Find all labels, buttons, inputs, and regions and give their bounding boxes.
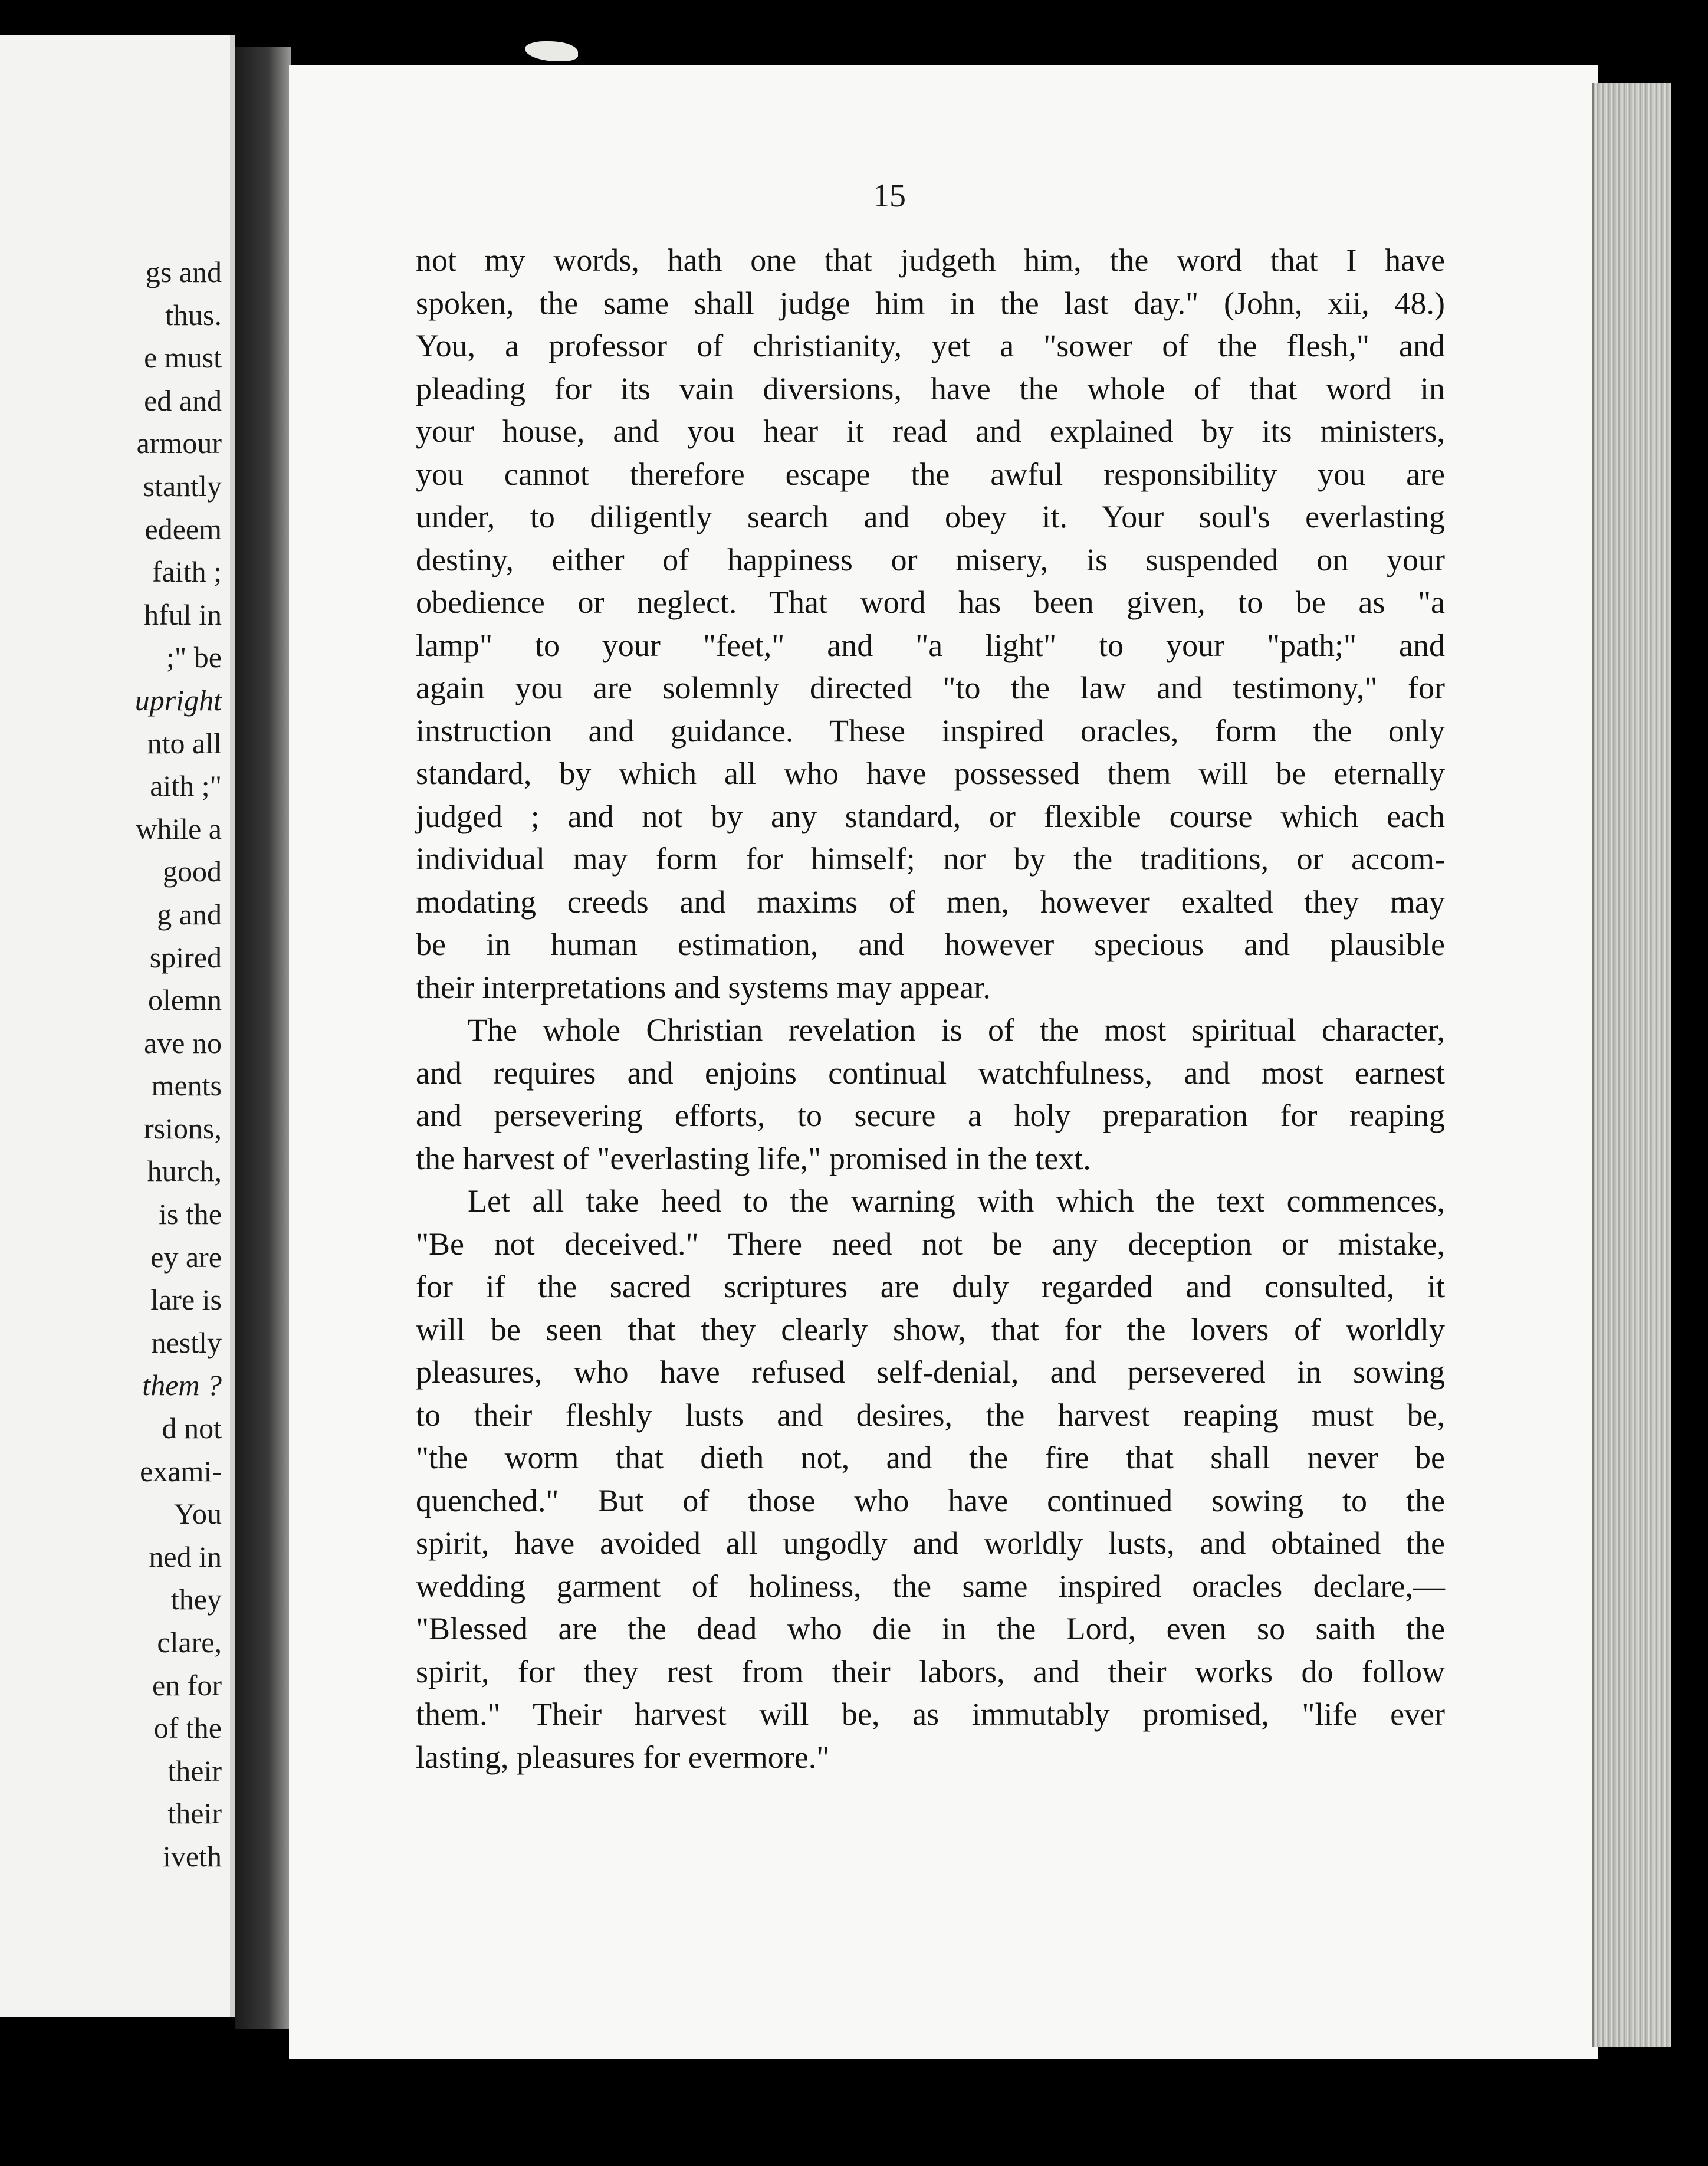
fragment-line: their [167,1797,222,1830]
fragment-line: spired [149,940,222,974]
fragment-line: clare, [157,1626,222,1659]
body-text [416,239,1445,1778]
fragment-line: ;" be [166,641,222,674]
paper-smudge [525,41,578,61]
book-gutter-shadow [235,47,291,2029]
text-line: be in human estimation, and however specious and plausible [416,927,1445,962]
text-line: lasting, pleasures for evermore." [416,1739,830,1775]
fragment-line: edeem [144,512,222,546]
fragment-line: upright [134,683,222,717]
text-line: You, a professor of christianity, yet a "sower of the flesh," and [416,328,1445,363]
text-line: the harvest of "everlasting life," promised in the text. [416,1140,1091,1176]
fragment-line: exami- [140,1454,222,1488]
left-page [0,35,235,2017]
text-line: spirit, have avoided all ungodly and worldly lusts, and obtained the [416,1525,1445,1561]
text-line: individual may form for himself; nor by the traditions, or accom- [416,841,1445,877]
fragment-line: en for [152,1668,222,1702]
text-line: standard, by which all who have possessed them will be eternally [416,756,1445,791]
text-line: you cannot therefore escape the awful responsibility you are [416,456,1445,492]
fragment-line: g and [157,897,222,931]
fragment-line: rsions, [144,1111,222,1145]
fragment-line: is the [159,1197,222,1231]
fragment-line: olemn [148,983,222,1017]
text-line: not my words, hath one that judgeth him, the word that I have [416,242,1445,278]
fragment-line: ned in [149,1540,222,1573]
fragment-line: hful in [144,598,222,631]
paragraph-1 [416,239,1445,1009]
text-line: modating creeds and maxims of men, however exalted they may [416,884,1445,920]
page-number: 15 [873,178,906,214]
text-line: and requires and enjoins continual watchfulness, and most earnest [416,1055,1445,1091]
text-line: destiny, either of happiness or misery, is suspended on your [416,542,1445,577]
text-line: pleasures, who have refused self-denial, and persevered in sowing [416,1354,1445,1390]
fragment-line: iveth [163,1839,222,1873]
text-line: will be seen that they clearly show, that for the lovers of worldly [416,1311,1445,1347]
left-page-text-fragments [135,251,222,1878]
text-line: obedience or neglect. That word has been given, to be as "a [416,585,1445,620]
text-line: spirit, for they rest from their labors, and their works do follow [416,1653,1445,1689]
text-line: quenched." But of those who have continued sowing to the [416,1482,1445,1518]
fragment-line: they [170,1583,222,1616]
fragment-line: ed and [144,383,222,417]
fragment-line: thus. [165,298,222,332]
text-line: instruction and guidance. These inspired oracles, form the only [416,713,1445,749]
text-line: judged ; and not by any standard, or flexible course which each [416,798,1445,834]
paragraph-2 [416,1009,1445,1180]
text-line: lamp" to your "feet," and "a light" to your "path;" and [416,627,1445,663]
fragment-line: while a [136,812,222,845]
page-edges [1592,83,1671,2047]
fragment-line: ey are [150,1240,222,1274]
fragment-line: aith ;" [150,769,222,803]
text-line: your house, and you hear it read and explained by its ministers, [416,413,1445,449]
fragment-line: You [173,1497,222,1531]
text-line: them." Their harvest will be, as immutably promised, "life ever [416,1696,1445,1732]
fragment-line: stantly [143,469,222,503]
fragment-line: nto all [147,726,222,760]
fragment-line: nestly [151,1325,222,1359]
fragment-line: armour [136,426,222,460]
text-line: again you are solemnly directed "to the law and testimony," for [416,670,1445,705]
fragment-line: gs and [145,255,222,288]
fragment-line: ments [151,1069,222,1102]
text-line: pleading for its vain diversions, have the whole of that word in [416,370,1445,406]
paragraph-3 [416,1180,1445,1778]
text-line: Let all take heed to the warning with which the text commences, [468,1183,1445,1219]
text-line: for if the sacred scriptures are duly regarded and consulted, it [416,1269,1445,1304]
text-line: "the worm that dieth not, and the fire that shall never be [416,1440,1445,1475]
fragment-line: them ? [142,1368,222,1402]
text-line: spoken, the same shall judge him in the last day." (John, xii, 48.) [416,285,1445,321]
text-line: to their fleshly lusts and desires, the harvest reaping must be, [416,1397,1445,1433]
fragment-line: hurch, [147,1154,222,1188]
fragment-line: d not [162,1412,222,1445]
fragment-line: lare is [150,1283,222,1317]
text-line: "Be not deceived." There need not be any deception or mistake, [416,1226,1445,1262]
fragment-line: ave no [144,1026,222,1059]
fragment-line: of the [153,1711,222,1745]
text-line: wedding garment of holiness, the same inspired oracles declare,— [416,1568,1445,1604]
text-line: "Blessed are the dead who die in the Lord, even so saith the [416,1611,1445,1646]
text-line: and persevering efforts, to secure a holy preparation for reaping [416,1098,1445,1133]
fragment-line: faith ; [152,555,222,589]
text-line: under, to diligently search and obey it. Your soul's everlasting [416,499,1445,534]
fragment-line: their [167,1754,222,1787]
text-line: The whole Christian revelation is of the most spiritual character, [468,1012,1445,1048]
fragment-line: good [163,855,222,888]
text-line: their interpretations and systems may appear. [416,969,991,1005]
fragment-line: e must [144,341,222,375]
